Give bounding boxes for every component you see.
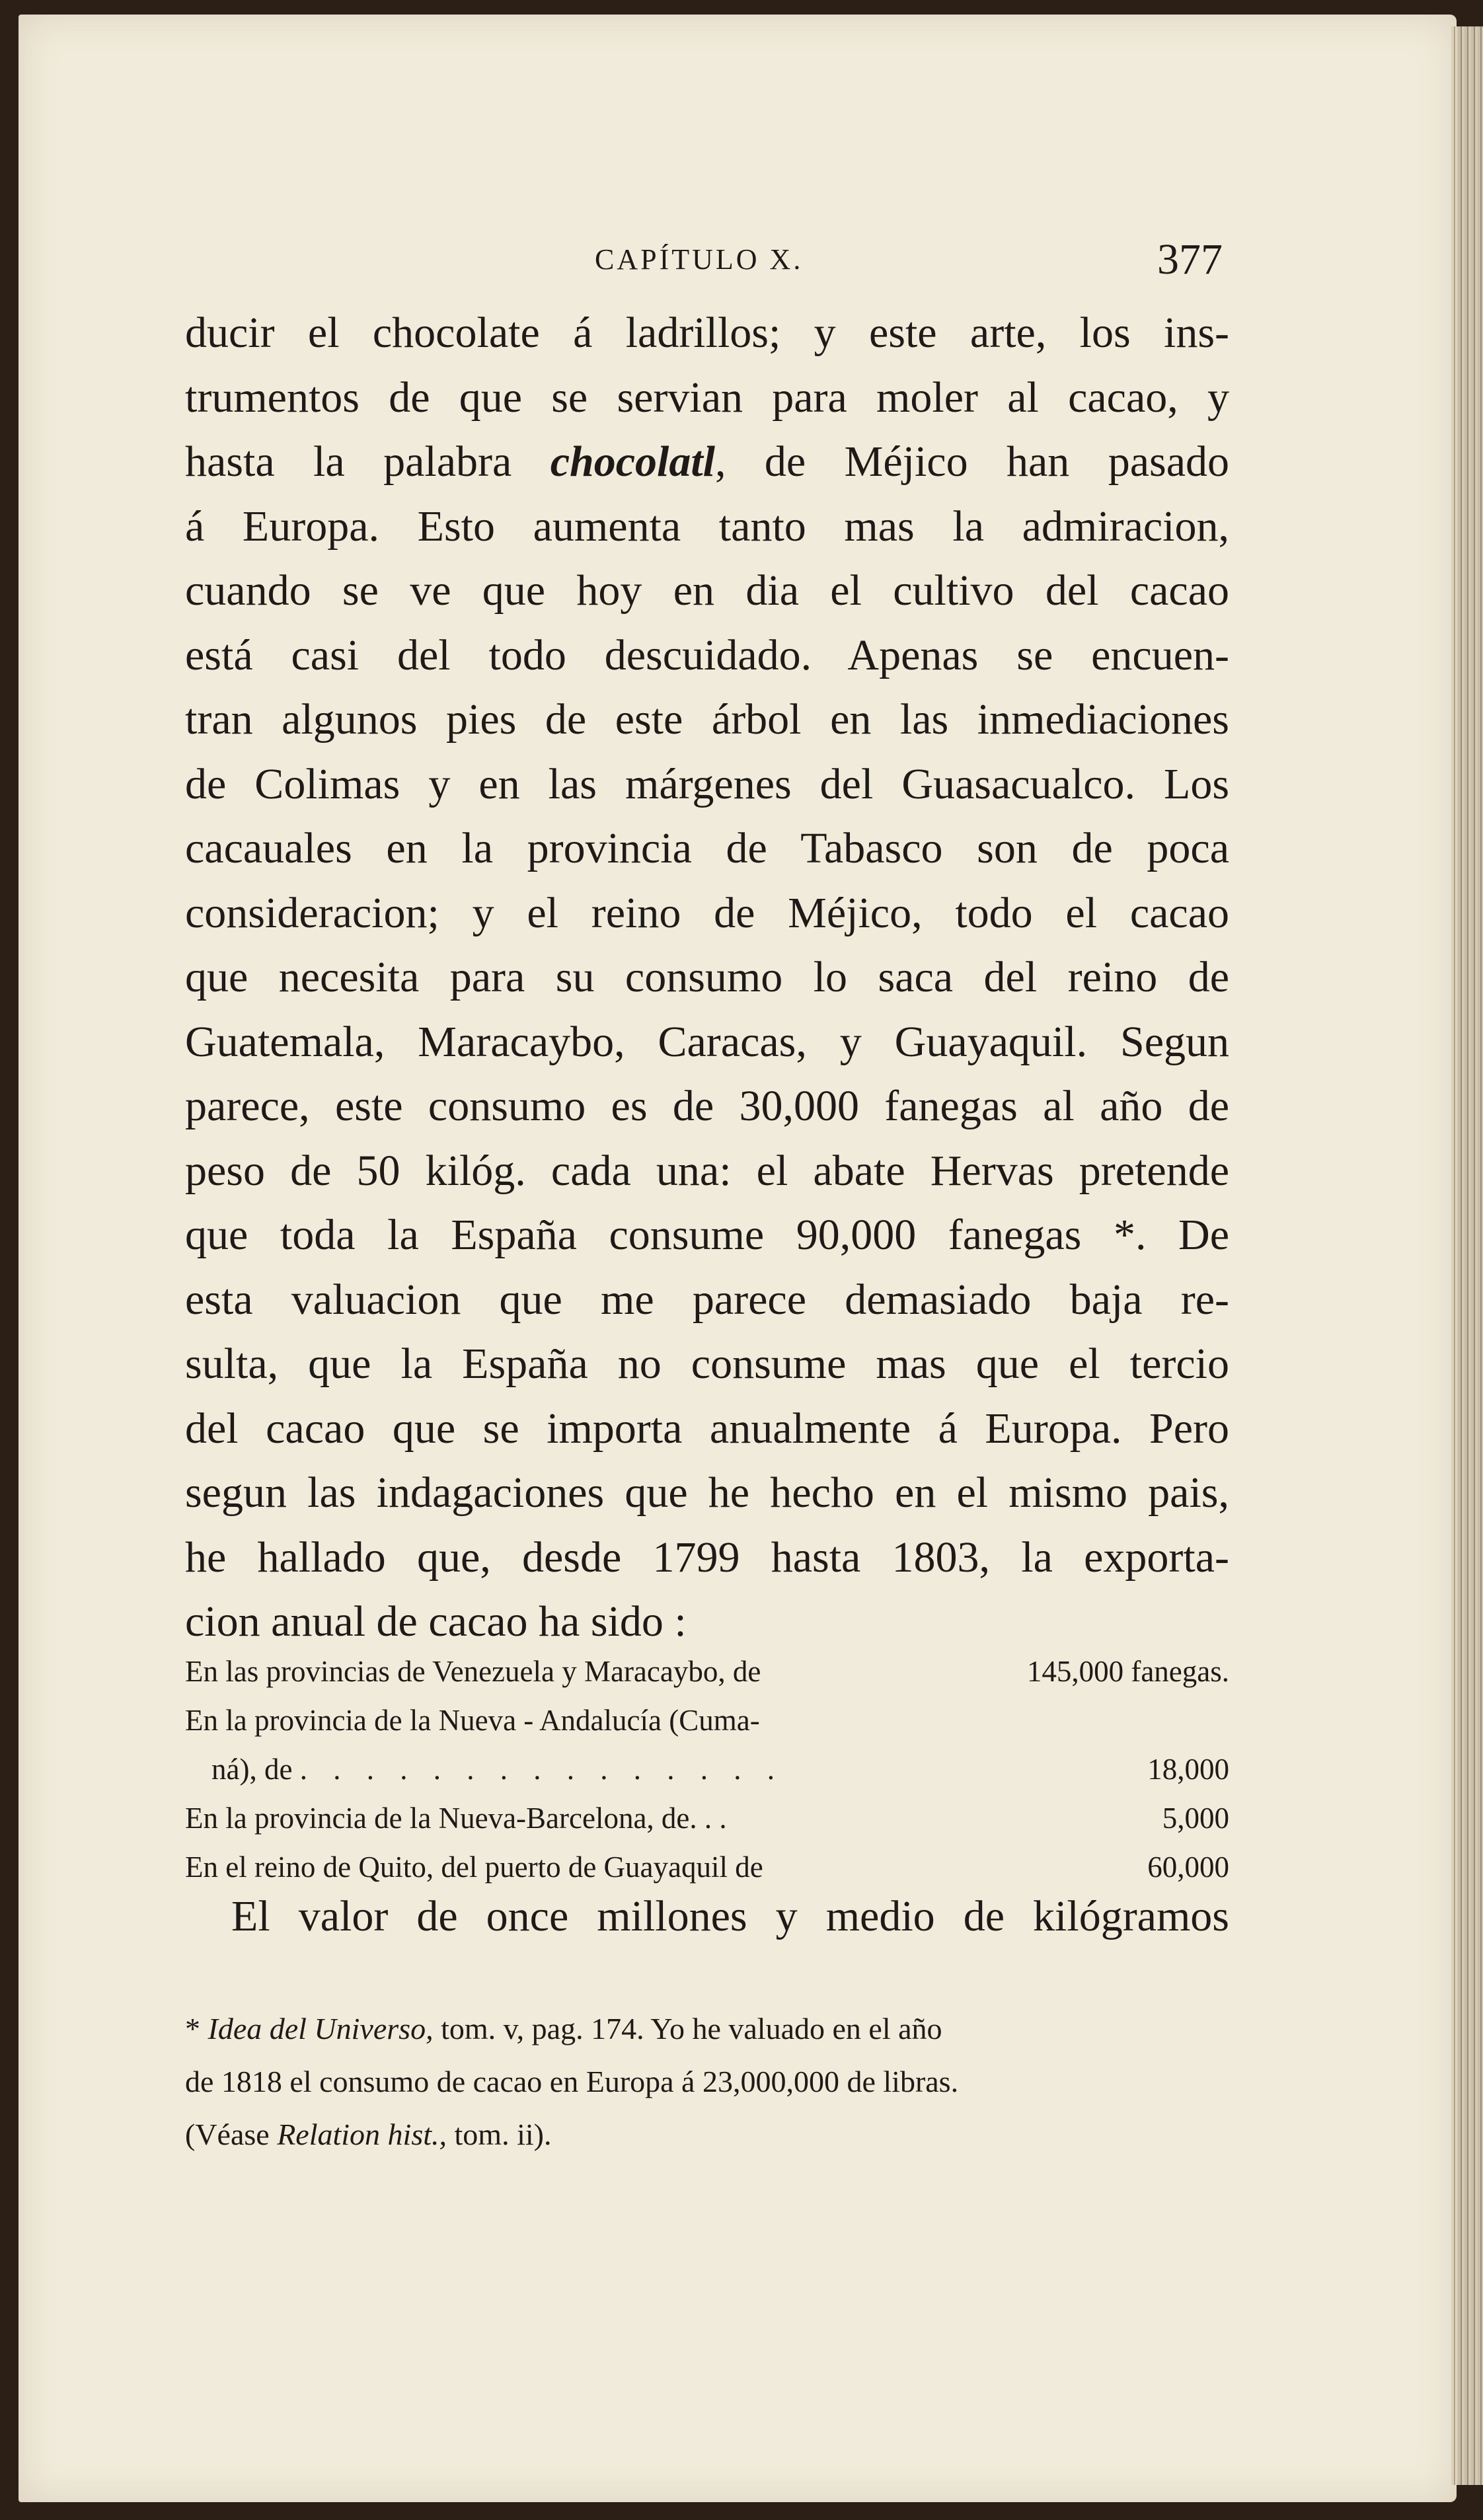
footnote-title: Idea del Universo, [208, 2012, 434, 2045]
body-line: tran algunos pies de este árbol en las inmediaciones [185, 695, 1229, 744]
export-list [185, 1647, 1229, 1891]
list-item-label [211, 1745, 1141, 1794]
body-line: cion anual de cacao ha sido : [185, 1597, 687, 1646]
list-item-value [1223, 1696, 1229, 1745]
list-item [185, 1794, 1229, 1843]
footnote-text: tom. ii). [447, 2118, 552, 2151]
body-line-with-italic [185, 430, 1229, 494]
body-line: ducir el chocolate á ladrillos; y este arte, los ins- [185, 309, 1229, 357]
body-line: está casi del todo descuidado. Apenas se encuen- [185, 630, 1229, 679]
body-line: que toda la España consume 90,000 fanegas *. De [185, 1211, 1229, 1259]
list-item-value: 145,000 fanegas. [1026, 1655, 1229, 1688]
footnote-line [185, 2108, 1229, 2161]
text-segment: , de Méjico han pasado [715, 438, 1230, 486]
closing-paragraph [185, 1890, 1229, 1943]
body-line: El valor de once millones y medio de kilógramos [231, 1892, 1229, 1940]
list-item-label-text: ná), de [211, 1753, 293, 1786]
text-segment: hasta la palabra [185, 438, 551, 486]
list-item-label: En las provincias de Venezuela y Maracaybo, de [185, 1655, 761, 1688]
footnote-reference: Relation hist., [277, 2118, 447, 2151]
list-item [185, 1696, 1229, 1745]
body-line: que necesita para su consumo lo saca del reino de [185, 953, 1229, 1001]
list-item-label: En el reino de Quito, del puerto de Guayaquil de [185, 1851, 763, 1884]
footnote-line: de 1818 el consumo de cacao en Europa á 23,000,000 de libras. [185, 2065, 959, 2098]
list-item [185, 1647, 1229, 1696]
list-item-label: En la provincia de la Nueva-Barcelona, de. . . [185, 1802, 727, 1835]
footnote [185, 2003, 1229, 2161]
body-line: de Colimas y en las márgenes del Guasacualco. Los [185, 759, 1229, 808]
body-paragraph [185, 301, 1229, 1654]
body-line: parece, este consumo es de 30,000 fanegas al año de [185, 1082, 1229, 1130]
body-line: sulta, que la España no consume mas que el tercio [185, 1340, 1229, 1388]
footnote-mark: * [185, 2012, 200, 2045]
body-line: he hallado que, desde 1799 hasta 1803, la exporta- [185, 1533, 1229, 1582]
page-edge-stack [1451, 26, 1483, 2485]
body-line: peso de 50 kilóg. cada una: el abate Hervas pretende [185, 1146, 1229, 1195]
list-item-value: 18,000 [1147, 1753, 1229, 1786]
body-line: cuando se ve que hoy en dia el cultivo del cacao [185, 566, 1229, 615]
body-line: cacauales en la provincia de Tabasco son de poca [185, 824, 1229, 872]
footnote-text: (Véase [185, 2118, 278, 2151]
chapter-heading: CAPÍTULO X. [595, 243, 804, 276]
footnote-text: tom. v, pag. 174. Yo he valuado en el año [433, 2012, 942, 2045]
body-line: consideracion; y el reino de Méjico, todo el cacao [185, 888, 1229, 937]
body-line: del cacao que se importa anualmente á Europa. Pero [185, 1404, 1229, 1453]
list-item-value: 60,000 [1147, 1851, 1229, 1884]
body-line: esta valuacion que me parece demasiado baja re- [185, 1275, 1229, 1324]
body-line: á Europa. Esto aumenta tanto mas la admiracion, [185, 502, 1229, 551]
list-item [185, 1745, 1229, 1794]
body-line: Guatemala, Maracaybo, Caracas, y Guayaquil. Segun [185, 1017, 1229, 1066]
page-number: 377 [1157, 235, 1223, 284]
list-item [185, 1843, 1229, 1891]
leader-dots: . . . . . . . . . . . . . . . [299, 1753, 784, 1786]
body-line: trumentos de que se servian para moler al cacao, y [185, 373, 1229, 422]
footnote-line [185, 2003, 1229, 2055]
italic-term: chocolatl [550, 438, 716, 486]
list-item-label: En la provincia de la Nueva - Andalucía (Cuma- [185, 1704, 760, 1737]
list-item-value: 5,000 [1162, 1802, 1229, 1835]
body-line: segun las indagaciones que he hecho en el mismo pais, [185, 1469, 1229, 1517]
running-head [595, 235, 1223, 287]
